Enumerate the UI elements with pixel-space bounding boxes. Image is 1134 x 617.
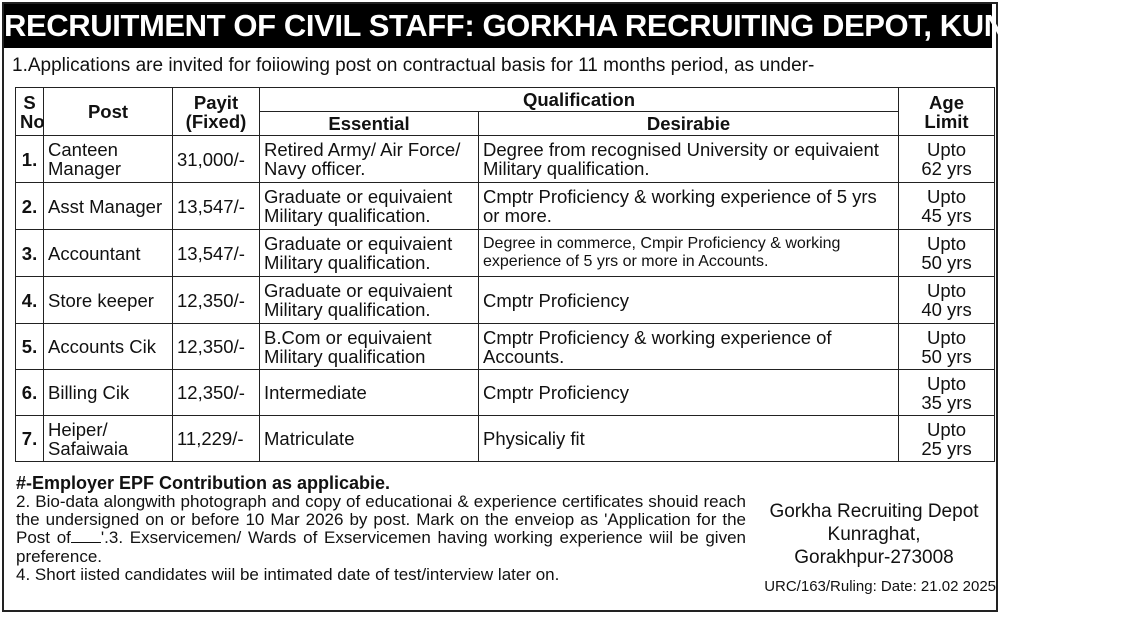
depot-city: Gorakhpur-273008 xyxy=(794,547,954,568)
notes-section xyxy=(16,473,746,584)
row-post: Canteen Manager xyxy=(44,136,173,183)
row-essential: B.Com or equivaient Military qualification xyxy=(260,324,479,370)
row-essential: Intermediate xyxy=(260,370,479,416)
row-essential: Matriculate xyxy=(260,416,479,462)
reference-number: URC/163/Ruling: Date: 21.02 2025 xyxy=(764,578,996,595)
table-row xyxy=(16,183,995,230)
row-desirable: Cmptr Proficiency & working experience of 5 yrs or more. xyxy=(479,183,899,230)
row-desirable: Degree in commerce, Cmpir Proficiency & working experience of 5 yrs or more in Accounts. xyxy=(479,230,899,277)
row-pay: 13,547/- xyxy=(173,230,260,277)
row-sno: 2. xyxy=(16,183,44,230)
table-row xyxy=(16,416,995,462)
row-age-limit: Upto 40 yrs xyxy=(899,277,995,324)
row-age-limit: Upto 25 yrs xyxy=(899,416,995,462)
row-desirable: Cmptr Proficiency xyxy=(479,370,899,416)
row-essential: Graduate or equivaient Military qualification. xyxy=(260,183,479,230)
row-sno: 7. xyxy=(16,416,44,462)
sno-header: S No xyxy=(16,88,44,136)
row-desirable: Physicaliy fit xyxy=(479,416,899,462)
row-pay: 13,547/- xyxy=(173,183,260,230)
depot-address xyxy=(755,500,993,569)
row-desirable: Cmptr Proficiency xyxy=(479,277,899,324)
notice-header xyxy=(4,4,1134,48)
row-desirable: Degree from recognised University or equivaient Military qualification. xyxy=(479,136,899,183)
row-age-limit: Upto 45 yrs xyxy=(899,183,995,230)
row-post: Heiper/ Safaiwaia xyxy=(44,416,173,462)
row-sno: 1. xyxy=(16,136,44,183)
row-age-limit: Upto 35 yrs xyxy=(899,370,995,416)
row-sno: 4. xyxy=(16,277,44,324)
row-age-limit: Upto 50 yrs xyxy=(899,324,995,370)
row-sno: 6. xyxy=(16,370,44,416)
post-header: Post xyxy=(44,88,173,136)
essential-header: Essential xyxy=(260,112,479,136)
shortlist-note: 4. Short iisted candidates wiil be intimated date of test/interview later on. xyxy=(16,564,560,584)
qualification-header: Qualification xyxy=(260,88,899,112)
desirable-header: Desirabie xyxy=(479,112,899,136)
row-post: Asst Manager xyxy=(44,183,173,230)
row-post: Billing Cik xyxy=(44,370,173,416)
row-essential: Retired Army/ Air Force/ Navy officer. xyxy=(260,136,479,183)
notice-title: RECRUITMENT OF CIVIL STAFF: GORKHA RECRUITING DEPOT, KUNRAGHAT xyxy=(4,8,1134,43)
row-pay: 12,350/- xyxy=(173,277,260,324)
posts-table xyxy=(15,87,995,462)
intro-text: 1.Applications are invited for foiiowing post on contractual basis for 11 months period, as under- xyxy=(12,55,815,76)
row-sno: 3. xyxy=(16,230,44,277)
application-instructions xyxy=(16,493,746,566)
table-row xyxy=(16,324,995,370)
age-limit-header: Age Limit xyxy=(899,88,995,136)
pay-header: Payit (Fixed) xyxy=(173,88,260,136)
row-pay: 12,350/- xyxy=(173,370,260,416)
table-row xyxy=(16,136,995,183)
table-row xyxy=(16,370,995,416)
row-essential: Graduate or equivaient Military qualification. xyxy=(260,230,479,277)
depot-place: Kunraghat, xyxy=(827,524,921,545)
row-pay: 11,229/- xyxy=(173,416,260,462)
row-post: Store keeper xyxy=(44,277,173,324)
row-post: Accountant xyxy=(44,230,173,277)
table-row xyxy=(16,277,995,324)
row-age-limit: Upto 50 yrs xyxy=(899,230,995,277)
instructions-part-a: 2. Bio-data alongwith photograph and copy of educationai & experience certificates shouid reach the undersigned on or before 10 Mar 2026 by post. Mark on the enveiop as 'Application for the Post of xyxy=(16,492,746,548)
instructions-part-b: '.3. Exservicemen/ Wards of Exservicemen having working experience wiil be given preference. xyxy=(16,528,746,566)
row-sno: 5. xyxy=(16,324,44,370)
row-pay: 12,350/- xyxy=(173,324,260,370)
row-post: Accounts Cik xyxy=(44,324,173,370)
row-essential: Graduate or equivaient Military qualification. xyxy=(260,277,479,324)
row-desirable: Cmptr Proficiency & working experience of Accounts. xyxy=(479,324,899,370)
table-row xyxy=(16,230,995,277)
row-pay: 31,000/- xyxy=(173,136,260,183)
row-age-limit: Upto 62 yrs xyxy=(899,136,995,183)
blank-line xyxy=(71,542,101,543)
epf-note: #-Employer EPF Contribution as applicabie. xyxy=(16,473,391,493)
depot-name: Gorkha Recruiting Depot xyxy=(769,501,979,522)
